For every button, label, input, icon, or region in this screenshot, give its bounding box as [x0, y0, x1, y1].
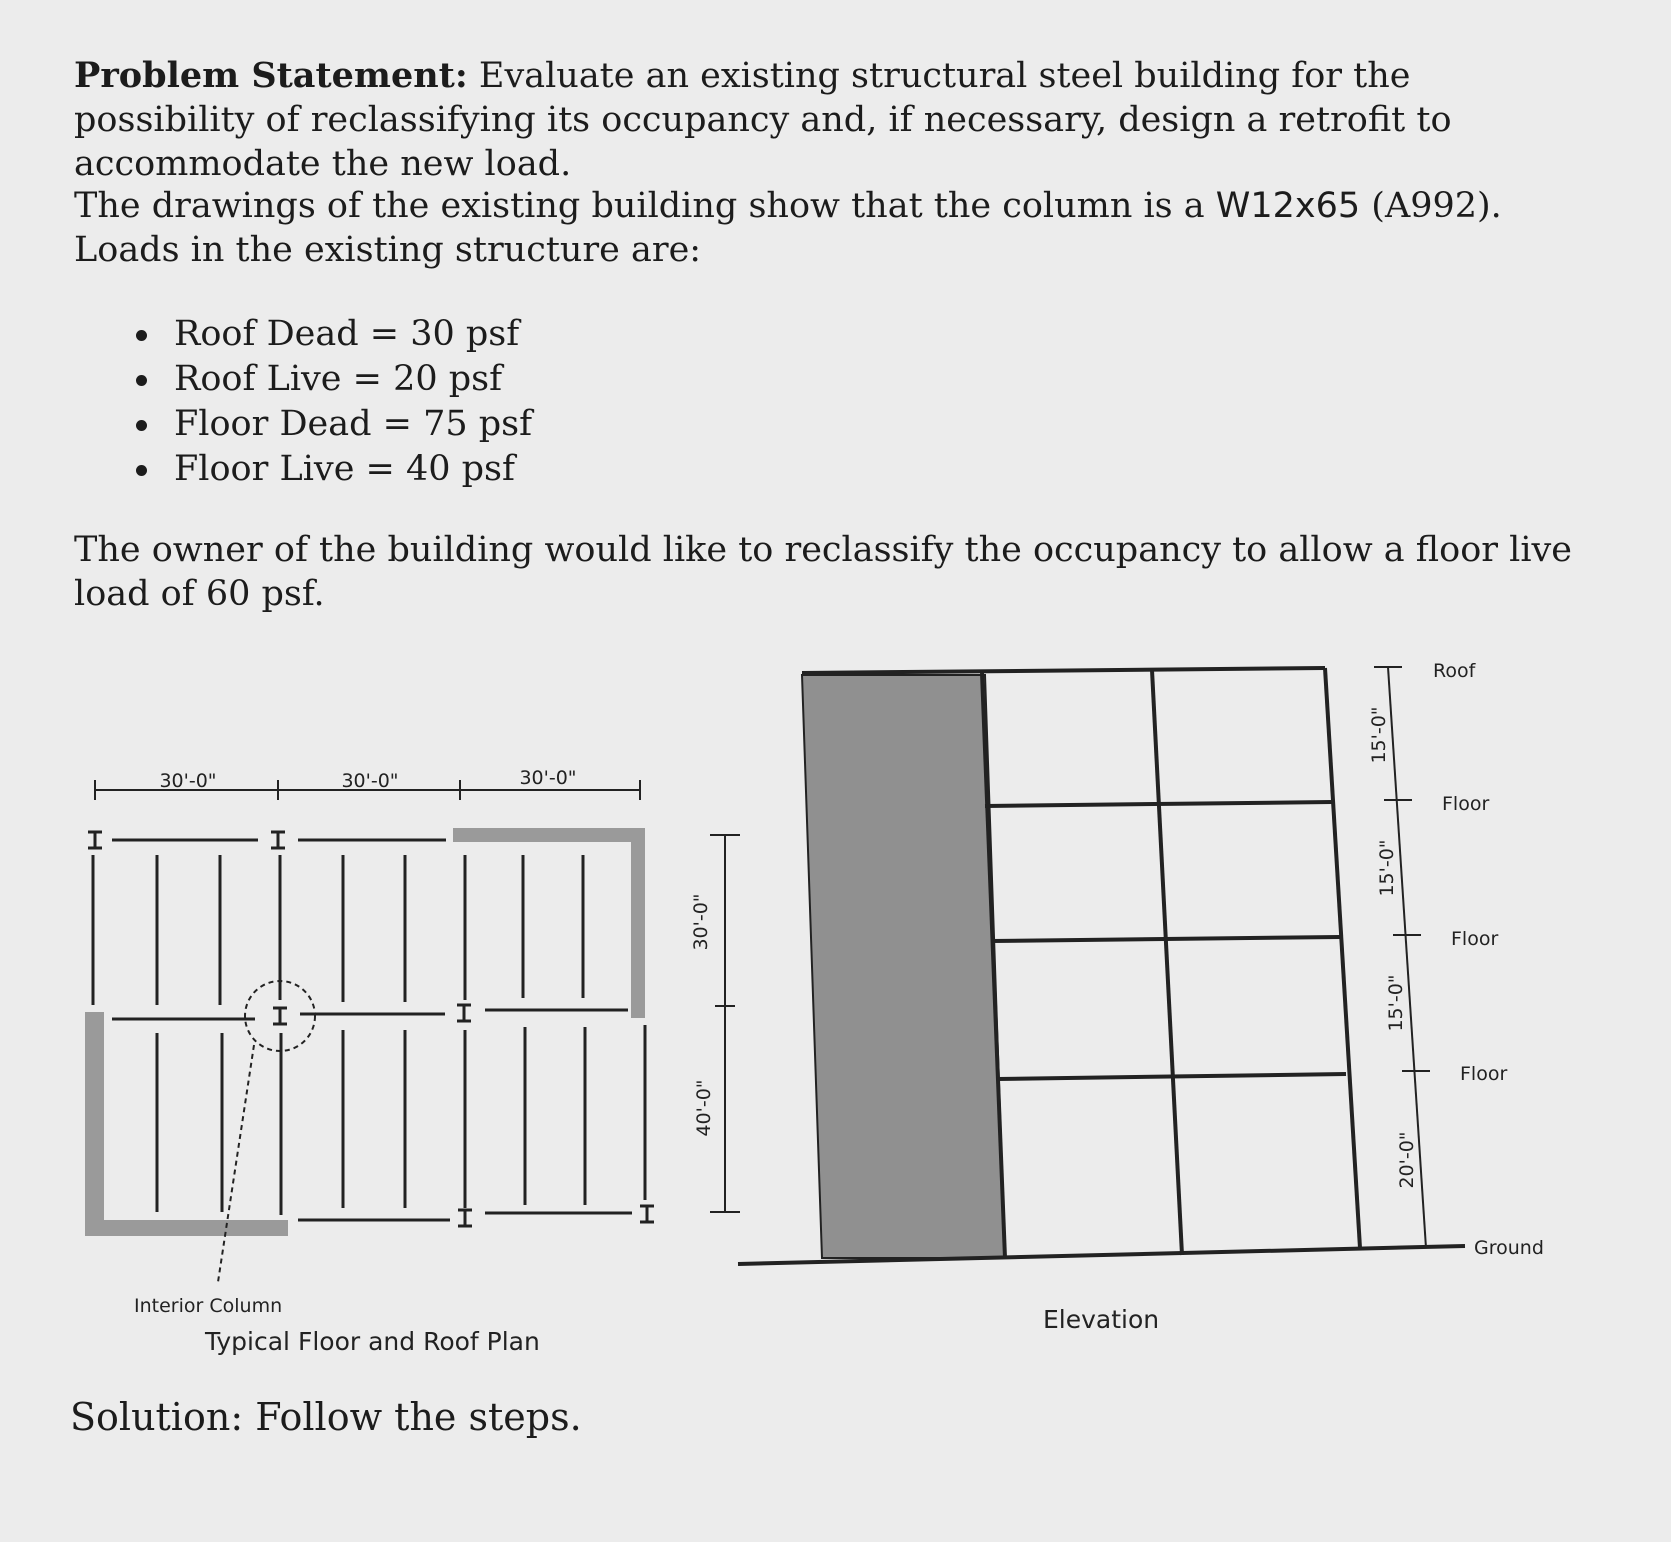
- bay-width-label: 30'-0": [159, 770, 217, 792]
- story-height-label: 15'-0": [1376, 839, 1398, 897]
- load-item: Roof Live = 20 psf: [130, 357, 532, 402]
- column-symbols: [88, 832, 654, 1226]
- wall-bottom-left: [85, 1012, 288, 1236]
- bay-depth-label: 30'-0": [690, 893, 712, 951]
- problem-label: Problem Statement:: [74, 55, 468, 96]
- column-section: W12x65: [1215, 186, 1361, 226]
- load-item: Floor Live = 40 psf: [130, 447, 532, 492]
- load-item: Floor Dead = 75 psf: [130, 402, 532, 447]
- plan-caption: Typical Floor and Roof Plan: [205, 1327, 540, 1356]
- level-label-floor: Floor: [1451, 928, 1499, 950]
- level-label-ground: Ground: [1474, 1237, 1544, 1259]
- level-label-floor: Floor: [1460, 1063, 1508, 1085]
- wall-top-right: [453, 828, 645, 1018]
- story-height-label: 20'-0": [1396, 1131, 1418, 1189]
- story-height-label: 15'-0": [1368, 706, 1390, 764]
- adjacent-structure: [802, 675, 1005, 1258]
- load-item: Roof Dead = 30 psf: [130, 312, 532, 357]
- existing-text-before: The drawings of the existing building show that the column is a: [74, 186, 1216, 226]
- solution-label: Solution:: [70, 1395, 244, 1439]
- elevation-caption: Elevation: [1043, 1305, 1160, 1334]
- bay-depth-label: 40'-0": [693, 1079, 715, 1137]
- problem-text: Evaluate an existing structural steel building for the possibility of reclassifying its occupancy and, if necessary, design a retrofit to accommodate the new load.: [74, 56, 1452, 184]
- solution-text: Follow the steps.: [255, 1395, 582, 1439]
- interior-column-label: Interior Column: [134, 1295, 283, 1317]
- story-height-label: 15'-0": [1385, 974, 1407, 1032]
- floor-plan: [85, 780, 740, 1282]
- bay-width-label: 30'-0": [341, 770, 399, 792]
- solution-line: [70, 1395, 582, 1439]
- elevation: [738, 667, 1465, 1264]
- bay-width-label: 30'-0": [519, 767, 577, 789]
- level-label-floor: Floor: [1442, 793, 1490, 815]
- existing-text-after: (A992). Loads in the existing structure are:: [74, 186, 1502, 270]
- level-label-roof: Roof: [1433, 660, 1476, 682]
- owner-paragraph: The owner of the building would like to reclassify the occupancy to allow a floor live load of 60 psf.: [74, 530, 1572, 614]
